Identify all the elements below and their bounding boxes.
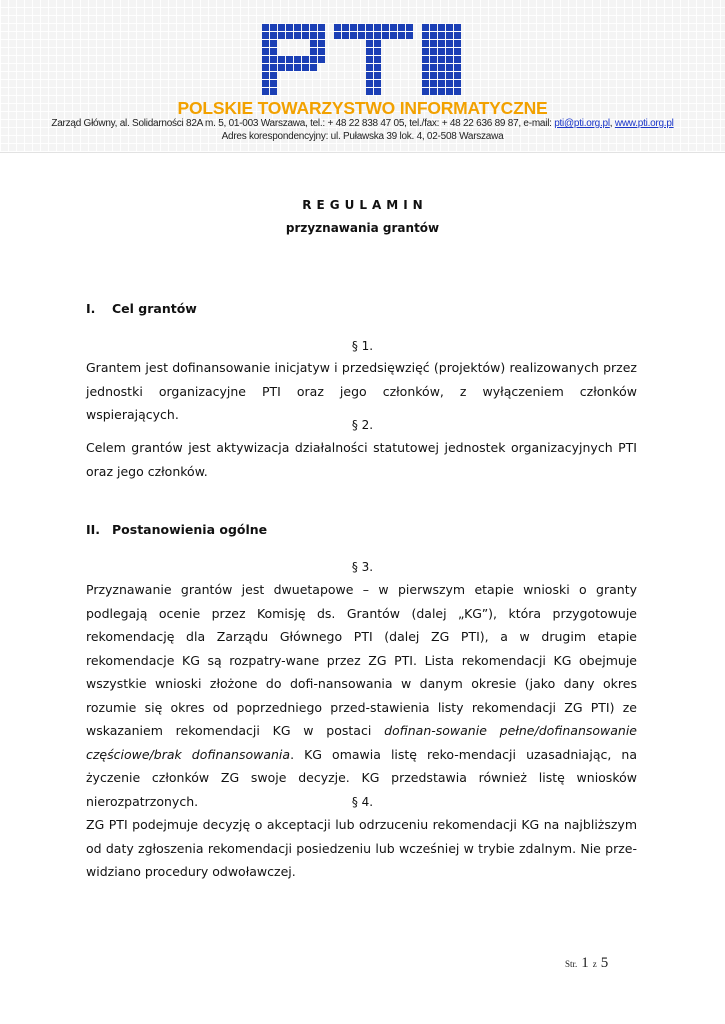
- pti-logo: [262, 24, 464, 96]
- page-current: 1: [581, 955, 589, 971]
- paragraph-text: ZG PTI podejmuje decyzję o akceptacji lub odrzuceniu rekomendacji KG na najbliższym od daty zgłoszenia rekomendacji posiedzeniu lub wcześniej w trybie zdalnym. Nie prze-widziano procedury odwoławczej.: [86, 817, 637, 879]
- section-heading-postanowienia-ogolne: [86, 522, 267, 537]
- section-number: I.: [86, 301, 96, 316]
- section-title: Cel grantów: [112, 301, 197, 316]
- paragraph-text: Grantem jest dofinansowanie inicjatyw i przedsięwzięć (projektów) realizowanych przez jednostki organizacyjne PTI oraz jego członków, z wyłączeniem członków wspierających.: [86, 360, 637, 422]
- text-run: Przyznawanie grantów jest dwuetapowe – w pierwszym etapie wnioski o granty podlegają ocenie przez Komisję ds. Grantów (dalej „KG”), która przygotowuje rekomendację dla Zarządu Głównego PTI (dalej ZG PTI), a w drugim etapie rekomendacje KG są rozpatry-wane przez ZG PTI. Lista rekomendacji KG obejmuje wszystkie wnioski złożone do dofi-nansowania w danym okresie (jako dany okres rozumie się okres od poprzedniego przed-stawienia listy rekomendacji ZG PTI) ze wskazaniem rekomendacji KG w postaci: [86, 582, 637, 738]
- paragraph-text: Celem grantów jest aktywizacja działalności statutowej jednostek organizacyjnych PTI oraz jego członków.: [86, 440, 637, 479]
- correspondence-address: Adres korespondencyjny: ul. Puławska 39 lok. 4, 02-508 Warszawa: [221, 131, 504, 142]
- page-separator: z: [592, 959, 597, 969]
- link-separator: ,: [609, 118, 615, 129]
- page-total: 5: [600, 955, 609, 971]
- section-number: II.: [86, 522, 101, 537]
- paragraph-sign: § 1.: [351, 339, 374, 353]
- email-link[interactable]: pti@pti.org.pl: [554, 118, 610, 129]
- text-run: . KG omawia listę reko-mendacji uzasadniając, na życzenie członków ZG swoje decyzje. KG przedstawia również listę wniosków nierozpatrzonych.: [86, 746, 637, 809]
- page-label: Str.: [565, 959, 578, 969]
- paragraph-sign: § 4.: [351, 795, 374, 809]
- paragraph-sign: § 2.: [351, 418, 374, 432]
- section-heading-cel-grantow: [86, 301, 197, 316]
- website-link[interactable]: www.pti.org.pl: [614, 118, 674, 129]
- contact-address-line: [0, 118, 725, 129]
- address-text: Zarząd Główny, al. Solidarności 82A m. 5, 01-003 Warszawa, tel.: + 48 22 838 47 05, tel./fax: + 48 22 636 89 87, e-mail:: [51, 118, 555, 129]
- section-title: Postanowienia ogólne: [112, 522, 268, 537]
- document-subtitle: przyznawania grantów: [285, 221, 440, 235]
- document-title: REGULAMIN: [302, 198, 428, 212]
- organization-name: POLSKIE TOWARZYSTWO INFORMATYCZNE: [177, 98, 548, 118]
- paragraph-sign: § 3.: [351, 560, 374, 574]
- paragraph-text: [86, 578, 637, 813]
- page-number: [565, 954, 608, 972]
- italic-text-run: dofinan-sowanie pełne/dofinansowanie częściowe/brak dofinansowania: [86, 723, 637, 762]
